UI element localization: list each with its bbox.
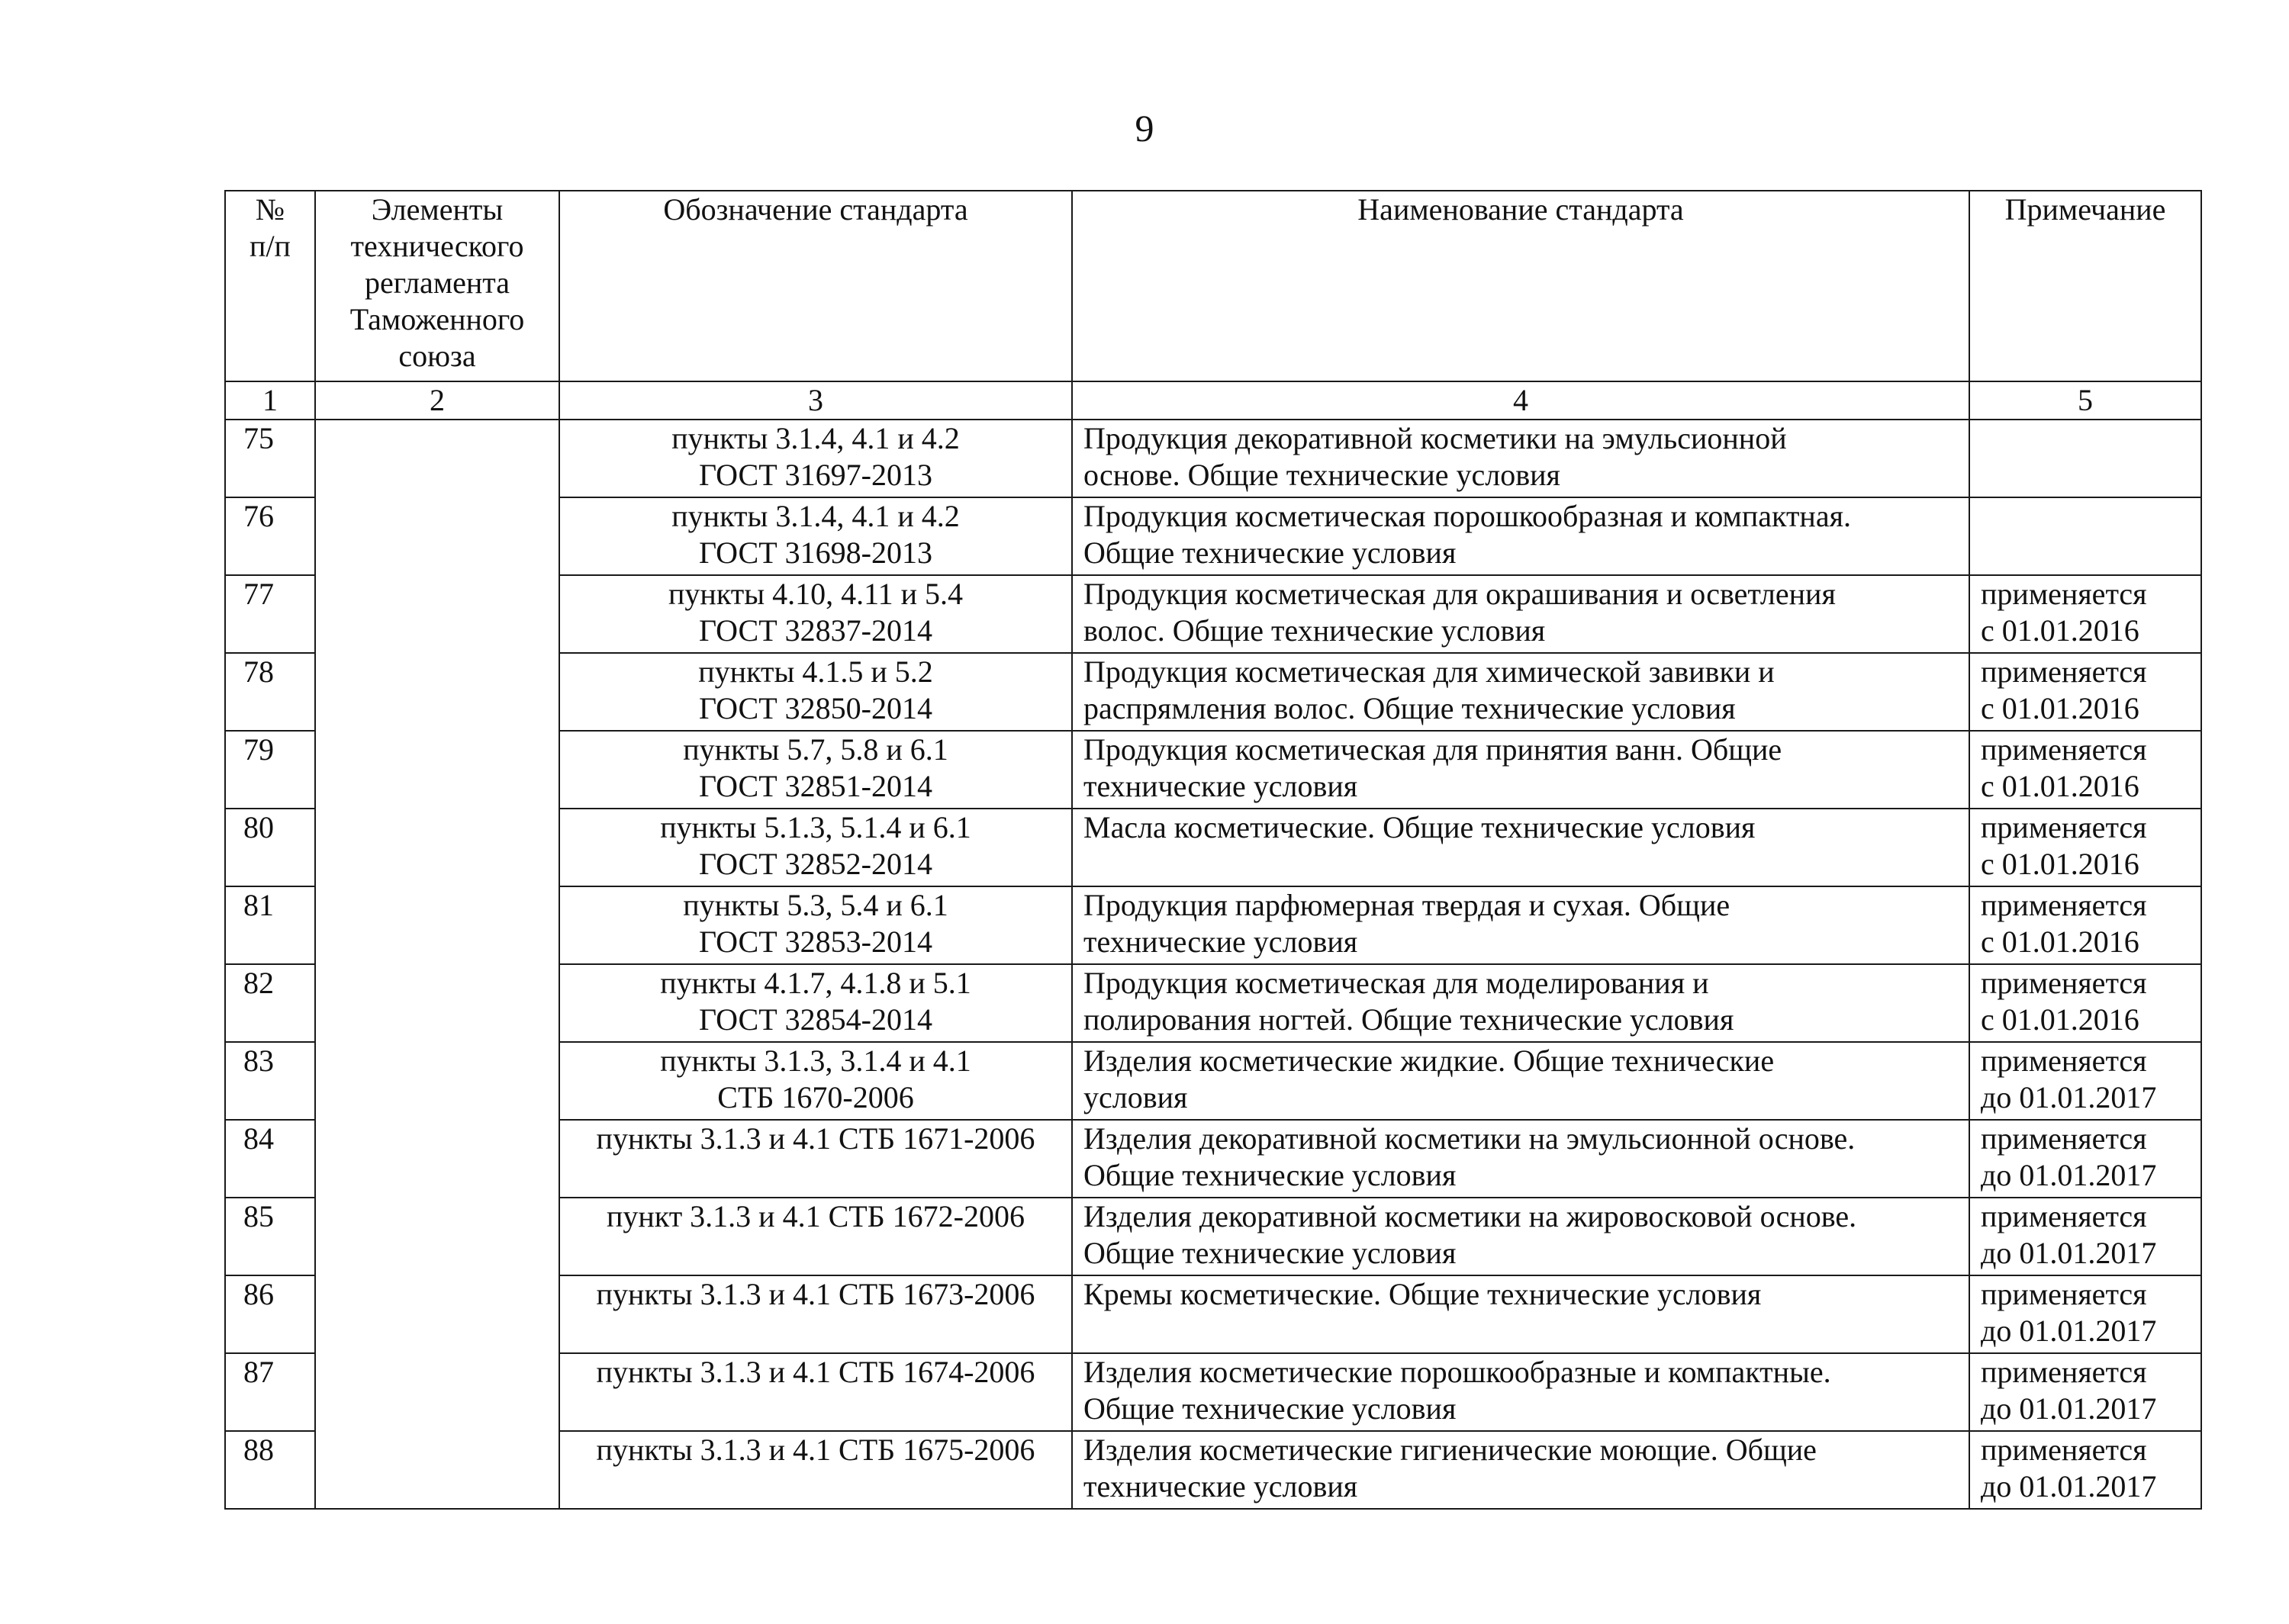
header-line: Обозначение стандарта (663, 192, 968, 227)
row-number: 86 (225, 1275, 315, 1353)
standard-note (1969, 731, 2201, 809)
cell-line: Изделия косметические порошкообразные и компактные. (1083, 1355, 1831, 1389)
standard-name (1072, 964, 1969, 1042)
standard-designation (559, 497, 1072, 575)
standard-name (1072, 575, 1969, 653)
standard-designation (559, 1431, 1072, 1509)
cell-line: ГОСТ 32850-2014 (699, 691, 932, 725)
standard-name (1072, 1042, 1969, 1120)
cell-line: пункты 3.1.3 и 4.1 СТБ 1675-2006 (596, 1433, 1035, 1467)
header-line: Элементы (371, 192, 504, 227)
cell-line: распрямления волос. Общие технические условия (1083, 691, 1736, 725)
standard-note (1969, 964, 2201, 1042)
standard-designation (559, 420, 1072, 497)
cell-line: Продукция косметическая для моделирования и (1083, 966, 1709, 1000)
cell-line: Изделия декоративной косметики на жировосковой основе. (1083, 1199, 1857, 1233)
row-number: 85 (225, 1198, 315, 1275)
header-designation (559, 191, 1072, 381)
cell-line: применяется (1981, 1355, 2147, 1389)
standard-note (1969, 653, 2201, 731)
cell-line (1083, 846, 1958, 883)
cell-line: пункты 3.1.4, 4.1 и 4.2 (671, 421, 960, 455)
standard-note (1969, 575, 2201, 653)
row-number: 80 (225, 809, 315, 886)
header-number (225, 191, 315, 381)
cell-line (571, 1313, 1061, 1349)
cell-line: Общие технические условия (1083, 535, 1457, 570)
standard-name (1072, 420, 1969, 497)
cell-line: пункты 5.3, 5.4 и 6.1 (683, 888, 948, 922)
cell-line: Изделия косметические жидкие. Общие технические (1083, 1044, 1775, 1078)
cell-line: применяется (1981, 732, 2147, 767)
cell-line: полирования ногтей. Общие технические условия (1083, 1002, 1734, 1037)
cell-line (1981, 498, 2190, 535)
cell-line: ГОСТ 32854-2014 (699, 1002, 932, 1037)
row-number: 84 (225, 1120, 315, 1198)
cell-line: применяется (1981, 1199, 2147, 1233)
standard-note (1969, 497, 2201, 575)
header-elements (315, 191, 559, 381)
column-number: 2 (315, 381, 559, 420)
standard-name (1072, 1120, 1969, 1198)
cell-line: применяется (1981, 810, 2147, 844)
cell-line: с 01.01.2016 (1981, 691, 2139, 725)
cell-line: Общие технические условия (1083, 1158, 1457, 1192)
cell-line: до 01.01.2017 (1981, 1314, 2157, 1348)
header-line: п/п (250, 229, 291, 263)
cell-line: технические условия (1083, 925, 1358, 959)
standard-note (1969, 1275, 2201, 1353)
cell-line: Продукция косметическая для химической завивки и (1083, 654, 1775, 689)
header-line: Наименование стандарта (1357, 192, 1684, 227)
cell-line: основе. Общие технические условия (1083, 458, 1560, 492)
cell-line: Кремы косметические. Общие технические условия (1083, 1277, 1762, 1311)
cell-line: применяется (1981, 1433, 2147, 1467)
cell-line: пункты 3.1.3 и 4.1 СТБ 1671-2006 (596, 1121, 1035, 1156)
standard-name (1072, 497, 1969, 575)
cell-line: с 01.01.2016 (1981, 925, 2139, 959)
cell-line: пункты 5.7, 5.8 и 6.1 (683, 732, 948, 767)
standard-designation (559, 1198, 1072, 1275)
header-name (1072, 191, 1969, 381)
cell-line: волос. Общие технические условия (1083, 613, 1546, 648)
cell-line (1981, 420, 2190, 457)
cell-line: ГОСТ 31697-2013 (699, 458, 932, 492)
cell-line: до 01.01.2017 (1981, 1469, 2157, 1503)
standard-designation (559, 653, 1072, 731)
cell-line: применяется (1981, 577, 2147, 611)
row-number: 76 (225, 497, 315, 575)
row-number: 83 (225, 1042, 315, 1120)
standard-name (1072, 1431, 1969, 1509)
cell-line: условия (1083, 1080, 1188, 1114)
page-number: 9 (1135, 107, 1154, 150)
cell-line: с 01.01.2016 (1981, 613, 2139, 648)
column-number: 4 (1072, 381, 1969, 420)
standard-name (1072, 886, 1969, 964)
cell-line: пункты 4.1.7, 4.1.8 и 5.1 (660, 966, 971, 1000)
row-number: 75 (225, 420, 315, 497)
cell-line: ГОСТ 31698-2013 (699, 535, 932, 570)
cell-line (571, 1468, 1061, 1505)
cell-line: пункт 3.1.3 и 4.1 СТБ 1672-2006 (606, 1199, 1025, 1233)
standard-note (1969, 1431, 2201, 1509)
standard-name (1072, 809, 1969, 886)
header-line: Таможенного (349, 302, 525, 336)
table-row (225, 420, 2201, 497)
cell-line: Продукция косметическая для окрашивания и осветления (1083, 577, 1836, 611)
standard-designation (559, 575, 1072, 653)
cell-line: Продукция косметическая для принятия ванн. Общие (1083, 732, 1782, 767)
cell-line: применяется (1981, 966, 2147, 1000)
cell-line: применяется (1981, 1121, 2147, 1156)
cell-line: СТБ 1670-2006 (717, 1080, 914, 1114)
cell-line (571, 1235, 1061, 1272)
cell-line: Изделия косметические гигиенические моющие. Общие (1083, 1433, 1817, 1467)
cell-line: с 01.01.2016 (1981, 847, 2139, 881)
standard-designation (559, 1353, 1072, 1431)
standard-note (1969, 1353, 2201, 1431)
header-line: регламента (364, 265, 510, 300)
standard-designation (559, 1042, 1072, 1120)
row-number: 78 (225, 653, 315, 731)
standard-note (1969, 1042, 2201, 1120)
row-number: 81 (225, 886, 315, 964)
header-note (1969, 191, 2201, 381)
cell-line: применяется (1981, 1277, 2147, 1311)
cell-line: ГОСТ 32837-2014 (699, 613, 932, 648)
standard-note (1969, 886, 2201, 964)
row-number: 88 (225, 1431, 315, 1509)
row-number: 77 (225, 575, 315, 653)
cell-line: Общие технические условия (1083, 1391, 1457, 1426)
cell-line: до 01.01.2017 (1981, 1236, 2157, 1270)
standard-designation (559, 809, 1072, 886)
header-line: союза (398, 339, 476, 373)
standard-name (1072, 1275, 1969, 1353)
header-line: Примечание (2004, 192, 2166, 227)
cell-line: пункты 5.1.3, 5.1.4 и 6.1 (660, 810, 971, 844)
cell-line: Масла косметические. Общие технические условия (1083, 810, 1756, 844)
cell-line: пункты 4.1.5 и 5.2 (698, 654, 933, 689)
column-number: 5 (1969, 381, 2201, 420)
row-number: 87 (225, 1353, 315, 1431)
header-line: № (255, 192, 285, 227)
cell-line: ГОСТ 32852-2014 (699, 847, 932, 881)
cell-line: пункты 3.1.4, 4.1 и 4.2 (671, 499, 960, 533)
cell-line: Продукция парфюмерная твердая и сухая. Общие (1083, 888, 1730, 922)
cell-line: ГОСТ 32851-2014 (699, 769, 932, 803)
standard-note (1969, 1120, 2201, 1198)
standard-name (1072, 731, 1969, 809)
cell-line: применяется (1981, 888, 2147, 922)
cell-line: пункты 3.1.3, 3.1.4 и 4.1 (660, 1044, 971, 1078)
cell-line: с 01.01.2016 (1981, 769, 2139, 803)
standard-name (1072, 1353, 1969, 1431)
row-number: 82 (225, 964, 315, 1042)
row-number: 79 (225, 731, 315, 809)
header-line: технического (350, 229, 524, 263)
standard-designation (559, 886, 1072, 964)
cell-line (571, 1157, 1061, 1194)
standards-table (224, 190, 2202, 1510)
column-number-row (225, 381, 2201, 420)
cell-line: применяется (1981, 1044, 2147, 1078)
cell-line: применяется (1981, 654, 2147, 689)
cell-line: Общие технические условия (1083, 1236, 1457, 1270)
table-header-row (225, 191, 2201, 381)
cell-line: с 01.01.2016 (1981, 1002, 2139, 1037)
standard-designation (559, 1120, 1072, 1198)
elements-merged-cell (315, 420, 559, 1509)
cell-line: пункты 4.10, 4.11 и 5.4 (668, 577, 963, 611)
cell-line: до 01.01.2017 (1981, 1080, 2157, 1114)
cell-line: технические условия (1083, 1469, 1358, 1503)
standard-designation (559, 964, 1072, 1042)
cell-line: Изделия декоративной косметики на эмульсионной основе. (1083, 1121, 1856, 1156)
cell-line: пункты 3.1.3 и 4.1 СТБ 1674-2006 (596, 1355, 1035, 1389)
standard-name (1072, 1198, 1969, 1275)
standard-designation (559, 731, 1072, 809)
table-body (225, 420, 2201, 1509)
standard-note (1969, 420, 2201, 497)
column-number: 1 (225, 381, 315, 420)
cell-line: технические условия (1083, 769, 1358, 803)
cell-line: пункты 3.1.3 и 4.1 СТБ 1673-2006 (596, 1277, 1035, 1311)
cell-line: до 01.01.2017 (1981, 1158, 2157, 1192)
standard-designation (559, 1275, 1072, 1353)
standard-note (1969, 809, 2201, 886)
cell-line (571, 1391, 1061, 1427)
cell-line: Продукция декоративной косметики на эмульсионной (1083, 421, 1787, 455)
cell-line: до 01.01.2017 (1981, 1391, 2157, 1426)
cell-line: Продукция косметическая порошкообразная и компактная. (1083, 499, 1851, 533)
cell-line (1981, 457, 2190, 494)
standard-note (1969, 1198, 2201, 1275)
cell-line: ГОСТ 32853-2014 (699, 925, 932, 959)
standard-name (1072, 653, 1969, 731)
cell-line (1083, 1313, 1958, 1349)
cell-line (1981, 535, 2190, 571)
column-number: 3 (559, 381, 1072, 420)
